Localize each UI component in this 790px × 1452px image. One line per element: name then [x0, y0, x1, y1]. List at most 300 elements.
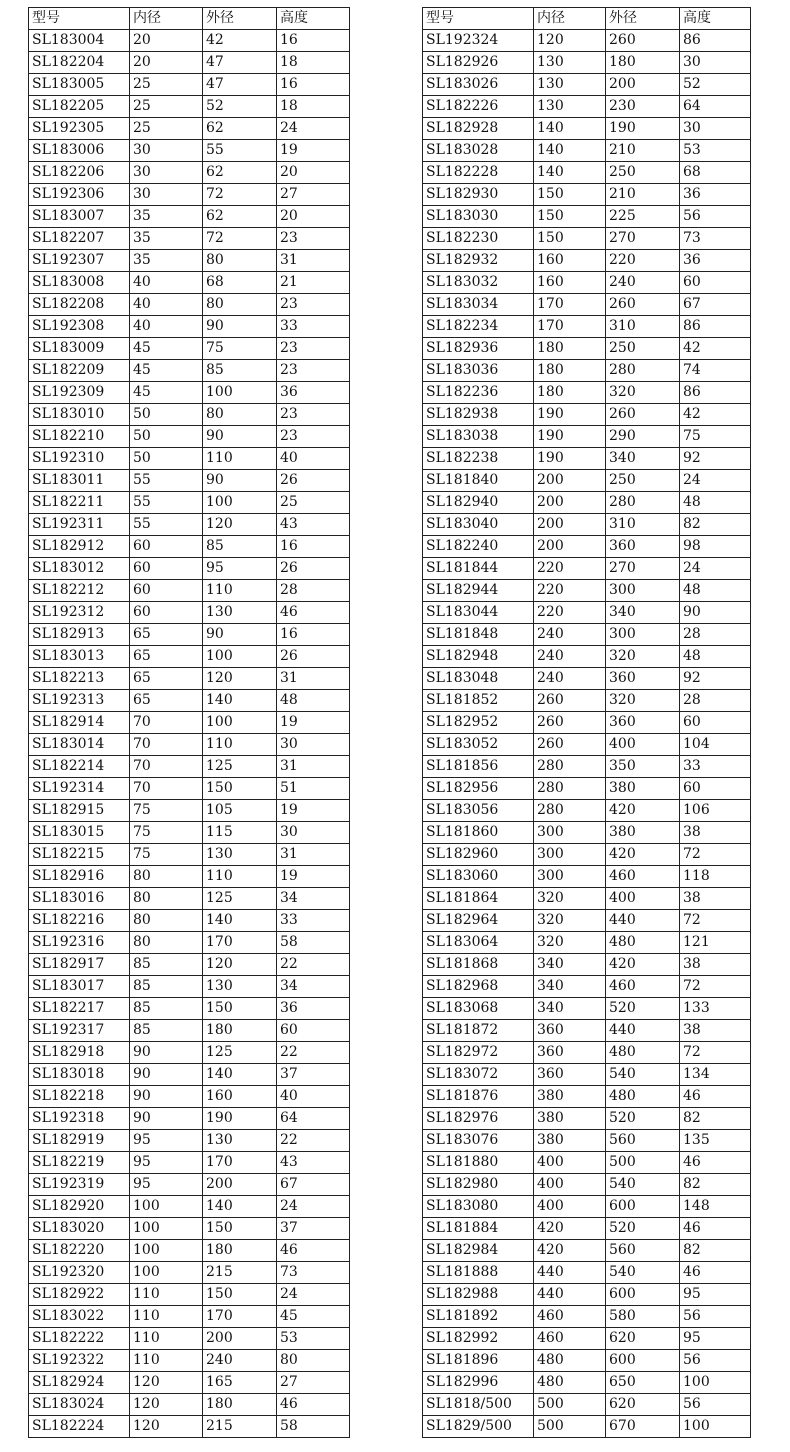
cell-height: 86 [680, 382, 751, 404]
cell-outer-diameter: 165 [203, 1372, 277, 1394]
cell-outer-diameter: 250 [606, 470, 680, 492]
cell-inner-diameter: 140 [534, 162, 606, 184]
cell-height: 40 [277, 1086, 350, 1108]
cell-inner-diameter: 100 [130, 1262, 203, 1284]
cell-inner-diameter: 240 [534, 646, 606, 668]
cell-model: SL182972 [423, 1042, 534, 1064]
cell-inner-diameter: 260 [534, 734, 606, 756]
cell-model: SL183056 [423, 800, 534, 822]
table-row [29, 602, 350, 624]
cell-model: SL182917 [29, 954, 130, 976]
table-row [423, 448, 751, 470]
table-row [423, 756, 751, 778]
cell-model: SL182976 [423, 1108, 534, 1130]
cell-inner-diameter: 20 [130, 52, 203, 74]
cell-outer-diameter: 600 [606, 1350, 680, 1372]
cell-height: 75 [680, 426, 751, 448]
cell-model: SL192313 [29, 690, 130, 712]
header-row [29, 8, 350, 30]
cell-height: 20 [277, 206, 350, 228]
table-row [423, 602, 751, 624]
cell-height: 56 [680, 1306, 751, 1328]
cell-height: 24 [277, 118, 350, 140]
cell-height: 72 [680, 1042, 751, 1064]
cell-height: 28 [277, 580, 350, 602]
cell-model: SL192322 [29, 1350, 130, 1372]
table-row [29, 1350, 350, 1372]
cell-height: 60 [680, 272, 751, 294]
cell-outer-diameter: 380 [606, 822, 680, 844]
cell-height: 73 [680, 228, 751, 250]
cell-model: SL183013 [29, 646, 130, 668]
cell-model: SL181896 [423, 1350, 534, 1372]
cell-inner-diameter: 70 [130, 734, 203, 756]
cell-outer-diameter: 80 [203, 294, 277, 316]
cell-inner-diameter: 320 [534, 932, 606, 954]
cell-height: 56 [680, 1350, 751, 1372]
cell-inner-diameter: 280 [534, 756, 606, 778]
cell-height: 45 [277, 1306, 350, 1328]
cell-inner-diameter: 200 [534, 492, 606, 514]
table-row [423, 1350, 751, 1372]
table-row [423, 1240, 751, 1262]
cell-outer-diameter: 120 [203, 668, 277, 690]
cell-inner-diameter: 50 [130, 404, 203, 426]
cell-inner-diameter: 35 [130, 228, 203, 250]
cell-inner-diameter: 340 [534, 998, 606, 1020]
cell-height: 23 [277, 360, 350, 382]
cell-outer-diameter: 140 [203, 1064, 277, 1086]
cell-outer-diameter: 85 [203, 536, 277, 558]
cell-inner-diameter: 75 [130, 822, 203, 844]
cell-height: 92 [680, 668, 751, 690]
table-row [29, 998, 350, 1020]
cell-inner-diameter: 90 [130, 1086, 203, 1108]
table-row [423, 1064, 751, 1086]
table-row [29, 382, 350, 404]
header-height: 高度 [680, 8, 751, 30]
cell-outer-diameter: 670 [606, 1416, 680, 1438]
cell-model: SL182928 [423, 118, 534, 140]
cell-height: 46 [277, 1240, 350, 1262]
cell-outer-diameter: 62 [203, 118, 277, 140]
cell-height: 23 [277, 426, 350, 448]
cell-height: 95 [680, 1328, 751, 1350]
cell-inner-diameter: 360 [534, 1020, 606, 1042]
cell-model: SL192309 [29, 382, 130, 404]
cell-inner-diameter: 50 [130, 426, 203, 448]
table-row [29, 778, 350, 800]
cell-inner-diameter: 420 [534, 1240, 606, 1262]
cell-outer-diameter: 130 [203, 976, 277, 998]
cell-height: 43 [277, 514, 350, 536]
cell-height: 26 [277, 470, 350, 492]
cell-height: 30 [680, 52, 751, 74]
cell-model: SL182952 [423, 712, 534, 734]
cell-outer-diameter: 55 [203, 140, 277, 162]
cell-model: SL182912 [29, 536, 130, 558]
cell-outer-diameter: 105 [203, 800, 277, 822]
cell-inner-diameter: 60 [130, 602, 203, 624]
cell-model: SL182968 [423, 976, 534, 998]
cell-model: SL182208 [29, 294, 130, 316]
table-row [29, 1196, 350, 1218]
cell-model: SL182938 [423, 404, 534, 426]
cell-outer-diameter: 140 [203, 1196, 277, 1218]
cell-height: 18 [277, 96, 350, 118]
cell-inner-diameter: 120 [130, 1416, 203, 1438]
cell-inner-diameter: 60 [130, 558, 203, 580]
cell-height: 95 [680, 1284, 751, 1306]
cell-inner-diameter: 70 [130, 778, 203, 800]
cell-outer-diameter: 225 [606, 206, 680, 228]
cell-outer-diameter: 260 [606, 30, 680, 52]
cell-height: 28 [680, 690, 751, 712]
cell-height: 30 [680, 118, 751, 140]
cell-inner-diameter: 260 [534, 712, 606, 734]
cell-height: 118 [680, 866, 751, 888]
cell-inner-diameter: 240 [534, 624, 606, 646]
cell-inner-diameter: 75 [130, 800, 203, 822]
cell-inner-diameter: 130 [534, 96, 606, 118]
cell-height: 46 [680, 1262, 751, 1284]
cell-outer-diameter: 110 [203, 448, 277, 470]
table-row [423, 1174, 751, 1196]
cell-inner-diameter: 460 [534, 1328, 606, 1350]
cell-inner-diameter: 240 [534, 668, 606, 690]
cell-inner-diameter: 190 [534, 404, 606, 426]
cell-height: 24 [277, 1196, 350, 1218]
cell-outer-diameter: 150 [203, 778, 277, 800]
cell-inner-diameter: 65 [130, 690, 203, 712]
cell-inner-diameter: 35 [130, 250, 203, 272]
table-row [423, 1196, 751, 1218]
cell-height: 104 [680, 734, 751, 756]
table-row [423, 1086, 751, 1108]
cell-inner-diameter: 30 [130, 140, 203, 162]
cell-height: 53 [277, 1328, 350, 1350]
cell-outer-diameter: 190 [606, 118, 680, 140]
cell-height: 135 [680, 1130, 751, 1152]
table-row [29, 1416, 350, 1438]
table-row [29, 184, 350, 206]
bearing-spec-table-right [422, 7, 751, 1438]
table-row [29, 1152, 350, 1174]
cell-model: SL183040 [423, 514, 534, 536]
table-row [29, 1086, 350, 1108]
table-row [29, 822, 350, 844]
cell-height: 92 [680, 448, 751, 470]
cell-model: SL183052 [423, 734, 534, 756]
table-row [29, 756, 350, 778]
cell-height: 106 [680, 800, 751, 822]
cell-inner-diameter: 45 [130, 338, 203, 360]
cell-outer-diameter: 90 [203, 426, 277, 448]
cell-inner-diameter: 70 [130, 712, 203, 734]
cell-outer-diameter: 480 [606, 1086, 680, 1108]
table-row [423, 932, 751, 954]
cell-height: 58 [277, 932, 350, 954]
table-row [423, 1284, 751, 1306]
cell-outer-diameter: 62 [203, 162, 277, 184]
table-row [423, 316, 751, 338]
cell-outer-diameter: 420 [606, 954, 680, 976]
cell-inner-diameter: 95 [130, 1130, 203, 1152]
cell-inner-diameter: 400 [534, 1196, 606, 1218]
cell-inner-diameter: 140 [534, 118, 606, 140]
cell-outer-diameter: 400 [606, 734, 680, 756]
table-row [423, 470, 751, 492]
cell-height: 26 [277, 646, 350, 668]
cell-height: 36 [277, 998, 350, 1020]
cell-inner-diameter: 130 [534, 74, 606, 96]
cell-model: SL192318 [29, 1108, 130, 1130]
cell-model: SL182913 [29, 624, 130, 646]
cell-outer-diameter: 340 [606, 602, 680, 624]
cell-outer-diameter: 520 [606, 998, 680, 1020]
cell-height: 16 [277, 624, 350, 646]
cell-height: 82 [680, 1240, 751, 1262]
table-row [29, 492, 350, 514]
cell-height: 80 [277, 1350, 350, 1372]
cell-model: SL183048 [423, 668, 534, 690]
table-row [423, 272, 751, 294]
cell-inner-diameter: 65 [130, 646, 203, 668]
cell-height: 64 [680, 96, 751, 118]
cell-model: SL182916 [29, 866, 130, 888]
cell-inner-diameter: 380 [534, 1086, 606, 1108]
cell-outer-diameter: 80 [203, 250, 277, 272]
table-row [29, 1130, 350, 1152]
cell-model: SL183076 [423, 1130, 534, 1152]
table-row [29, 954, 350, 976]
table-row [29, 404, 350, 426]
cell-outer-diameter: 170 [203, 932, 277, 954]
cell-height: 60 [680, 778, 751, 800]
cell-outer-diameter: 75 [203, 338, 277, 360]
table-row [29, 866, 350, 888]
table-row [29, 536, 350, 558]
cell-height: 46 [680, 1086, 751, 1108]
cell-outer-diameter: 250 [606, 162, 680, 184]
cell-inner-diameter: 60 [130, 580, 203, 602]
cell-height: 82 [680, 514, 751, 536]
cell-height: 18 [277, 52, 350, 74]
cell-height: 100 [680, 1372, 751, 1394]
cell-inner-diameter: 500 [534, 1416, 606, 1438]
cell-height: 56 [680, 206, 751, 228]
table-row [29, 1328, 350, 1350]
cell-height: 46 [680, 1152, 751, 1174]
cell-height: 34 [277, 976, 350, 998]
cell-inner-diameter: 340 [534, 954, 606, 976]
cell-inner-diameter: 190 [534, 426, 606, 448]
cell-inner-diameter: 55 [130, 470, 203, 492]
cell-model: SL181840 [423, 470, 534, 492]
cell-outer-diameter: 115 [203, 822, 277, 844]
cell-height: 86 [680, 30, 751, 52]
cell-height: 37 [277, 1218, 350, 1240]
cell-model: SL182944 [423, 580, 534, 602]
cell-outer-diameter: 130 [203, 844, 277, 866]
cell-outer-diameter: 100 [203, 492, 277, 514]
table-row [29, 844, 350, 866]
cell-model: SL183008 [29, 272, 130, 294]
table-row [423, 778, 751, 800]
cell-height: 24 [277, 1284, 350, 1306]
cell-model: SL181864 [423, 888, 534, 910]
cell-model: SL182996 [423, 1372, 534, 1394]
cell-height: 31 [277, 756, 350, 778]
cell-inner-diameter: 35 [130, 206, 203, 228]
cell-inner-diameter: 300 [534, 866, 606, 888]
cell-outer-diameter: 480 [606, 1042, 680, 1064]
cell-model: SL182924 [29, 1372, 130, 1394]
cell-model: SL1829/500 [423, 1416, 534, 1438]
cell-model: SL182206 [29, 162, 130, 184]
table-row [29, 1108, 350, 1130]
table-row [423, 712, 751, 734]
table-row [423, 338, 751, 360]
table-row [423, 1306, 751, 1328]
table-row [423, 184, 751, 206]
cell-model: SL182988 [423, 1284, 534, 1306]
cell-height: 58 [277, 1416, 350, 1438]
cell-model: SL182932 [423, 250, 534, 272]
cell-inner-diameter: 60 [130, 536, 203, 558]
table-row [423, 426, 751, 448]
cell-inner-diameter: 25 [130, 96, 203, 118]
cell-outer-diameter: 140 [203, 910, 277, 932]
cell-outer-diameter: 600 [606, 1196, 680, 1218]
cell-height: 60 [277, 1020, 350, 1042]
cell-model: SL183016 [29, 888, 130, 910]
cell-outer-diameter: 190 [203, 1108, 277, 1130]
table-row [29, 976, 350, 998]
cell-model: SL192308 [29, 316, 130, 338]
cell-inner-diameter: 220 [534, 580, 606, 602]
cell-outer-diameter: 150 [203, 998, 277, 1020]
cell-height: 28 [680, 624, 751, 646]
cell-height: 22 [277, 954, 350, 976]
cell-outer-diameter: 310 [606, 514, 680, 536]
cell-height: 67 [277, 1174, 350, 1196]
table-row [29, 580, 350, 602]
cell-model: SL182215 [29, 844, 130, 866]
cell-inner-diameter: 40 [130, 272, 203, 294]
cell-height: 148 [680, 1196, 751, 1218]
cell-height: 46 [277, 1394, 350, 1416]
table-row [29, 558, 350, 580]
cell-inner-diameter: 110 [130, 1306, 203, 1328]
cell-outer-diameter: 110 [203, 580, 277, 602]
cell-inner-diameter: 200 [534, 536, 606, 558]
cell-outer-diameter: 200 [203, 1328, 277, 1350]
cell-height: 19 [277, 866, 350, 888]
cell-inner-diameter: 300 [534, 822, 606, 844]
cell-model: SL181852 [423, 690, 534, 712]
cell-height: 23 [277, 338, 350, 360]
cell-model: SL181876 [423, 1086, 534, 1108]
table-row [423, 30, 751, 52]
cell-height: 46 [680, 1218, 751, 1240]
cell-inner-diameter: 480 [534, 1372, 606, 1394]
cell-height: 24 [680, 558, 751, 580]
cell-height: 22 [277, 1042, 350, 1064]
cell-outer-diameter: 360 [606, 668, 680, 690]
cell-outer-diameter: 170 [203, 1306, 277, 1328]
table-row [423, 558, 751, 580]
cell-model: SL192320 [29, 1262, 130, 1284]
table-row [423, 1394, 751, 1416]
cell-outer-diameter: 68 [203, 272, 277, 294]
cell-height: 16 [277, 74, 350, 96]
table-row [29, 932, 350, 954]
cell-height: 31 [277, 250, 350, 272]
cell-inner-diameter: 90 [130, 1042, 203, 1064]
table-row [29, 1394, 350, 1416]
cell-model: SL182948 [423, 646, 534, 668]
cell-model: SL183007 [29, 206, 130, 228]
cell-model: SL181848 [423, 624, 534, 646]
cell-inner-diameter: 100 [130, 1240, 203, 1262]
cell-outer-diameter: 215 [203, 1262, 277, 1284]
cell-outer-diameter: 110 [203, 734, 277, 756]
cell-height: 40 [277, 448, 350, 470]
cell-inner-diameter: 440 [534, 1262, 606, 1284]
cell-inner-diameter: 150 [534, 228, 606, 250]
table-row [423, 910, 751, 932]
cell-model: SL182992 [423, 1328, 534, 1350]
cell-outer-diameter: 260 [606, 404, 680, 426]
cell-model: SL182217 [29, 998, 130, 1020]
cell-outer-diameter: 90 [203, 624, 277, 646]
cell-outer-diameter: 210 [606, 184, 680, 206]
cell-inner-diameter: 400 [534, 1174, 606, 1196]
cell-model: SL182219 [29, 1152, 130, 1174]
cell-inner-diameter: 120 [130, 1394, 203, 1416]
cell-model: SL1818/500 [423, 1394, 534, 1416]
cell-inner-diameter: 30 [130, 184, 203, 206]
cell-outer-diameter: 400 [606, 888, 680, 910]
cell-inner-diameter: 80 [130, 932, 203, 954]
cell-outer-diameter: 420 [606, 800, 680, 822]
table-row [29, 426, 350, 448]
table-body [423, 30, 751, 1438]
cell-height: 23 [277, 294, 350, 316]
table-row [29, 52, 350, 74]
cell-height: 25 [277, 492, 350, 514]
cell-outer-diameter: 72 [203, 184, 277, 206]
table-row [423, 1218, 751, 1240]
cell-model: SL192314 [29, 778, 130, 800]
cell-inner-diameter: 280 [534, 800, 606, 822]
cell-model: SL183080 [423, 1196, 534, 1218]
cell-model: SL183018 [29, 1064, 130, 1086]
cell-model: SL183028 [423, 140, 534, 162]
cell-model: SL183010 [29, 404, 130, 426]
table-row [423, 668, 751, 690]
cell-inner-diameter: 110 [130, 1350, 203, 1372]
cell-height: 64 [277, 1108, 350, 1130]
cell-inner-diameter: 150 [534, 206, 606, 228]
cell-height: 72 [680, 976, 751, 998]
cell-model: SL181888 [423, 1262, 534, 1284]
cell-inner-diameter: 200 [534, 470, 606, 492]
cell-inner-diameter: 340 [534, 976, 606, 998]
cell-model: SL183026 [423, 74, 534, 96]
cell-model: SL182230 [423, 228, 534, 250]
